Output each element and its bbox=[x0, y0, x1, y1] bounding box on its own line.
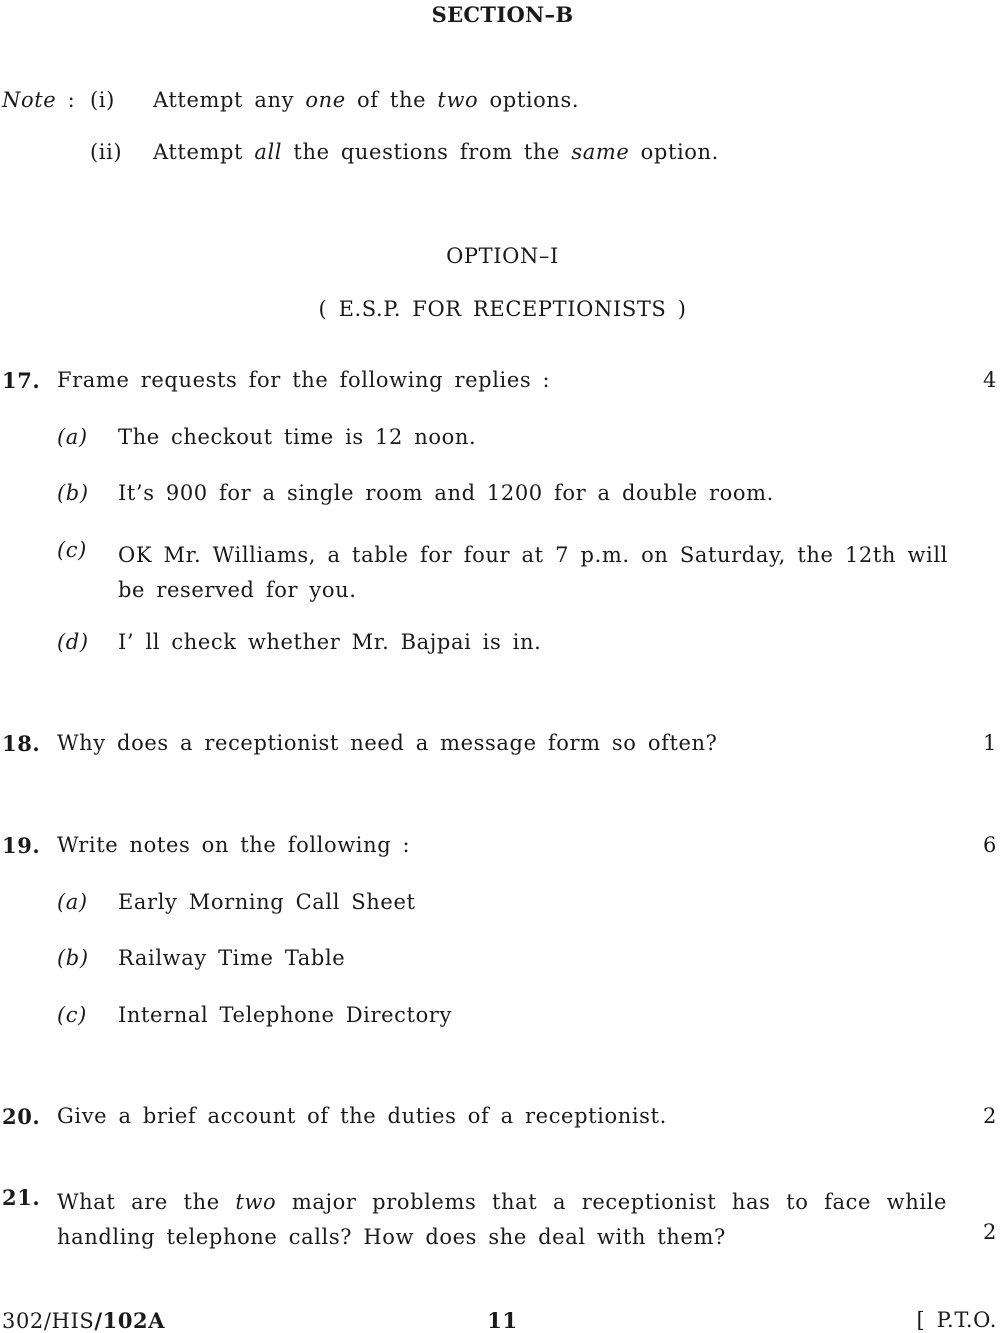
question-20-number: 20. bbox=[2, 1104, 41, 1129]
option-title: OPTION–I bbox=[446, 244, 559, 268]
question-19-number: 19. bbox=[2, 833, 41, 858]
question-18-number: 18. bbox=[2, 731, 41, 756]
question-17-text: Frame requests for the following replies : bbox=[57, 368, 551, 392]
question-17-sub-a-text: The checkout time is 12 noon. bbox=[118, 425, 477, 449]
note-label: Note : bbox=[2, 88, 76, 112]
question-19-sub-b-label: (b) bbox=[57, 946, 89, 970]
question-17-sub-a-label: (a) bbox=[57, 425, 88, 449]
question-19-sub-a-label: (a) bbox=[57, 890, 88, 914]
section-title: SECTION–B bbox=[431, 2, 574, 27]
pto-marker: [ P.T.O. bbox=[916, 1308, 997, 1332]
question-17-sub-b-text: It’s 900 for a single room and 1200 for a double room. bbox=[118, 481, 774, 505]
option-subtitle: ( E.S.P. FOR RECEPTIONISTS ) bbox=[318, 297, 687, 321]
question-17-sub-b-label: (b) bbox=[57, 481, 89, 505]
note-item-2-number: (ii) bbox=[90, 140, 123, 164]
page-number: 11 bbox=[487, 1308, 518, 1333]
question-18-text: Why does a receptionist need a message form so often? bbox=[57, 731, 718, 755]
question-20-text: Give a brief account of the duties of a receptionist. bbox=[57, 1104, 667, 1128]
question-19-text: Write notes on the following : bbox=[57, 833, 411, 857]
question-17-sub-c-label: (c) bbox=[57, 538, 87, 562]
question-19-sub-b-text: Railway Time Table bbox=[118, 946, 346, 970]
question-17-sub-c-text: OK Mr. Williams, a table for four at 7 p.m. on Saturday, the 12th will be reserved for you. bbox=[118, 543, 948, 602]
question-21-marks: 2 bbox=[983, 1220, 997, 1244]
question-21-number: 21. bbox=[2, 1185, 41, 1210]
question-19-sub-a-text: Early Morning Call Sheet bbox=[118, 890, 416, 914]
question-17-sub-d-label: (d) bbox=[57, 630, 89, 654]
note-item-1-number: (i) bbox=[90, 88, 115, 112]
question-17-number: 17. bbox=[2, 368, 41, 393]
paper-code: 302/HIS/102A bbox=[2, 1308, 166, 1333]
question-21-text: What are the two major problems that a receptionist has to face while handling telephone calls? How does she deal with them? bbox=[57, 1190, 947, 1249]
note-item-1-text: Attempt any one of the two options. bbox=[153, 88, 580, 112]
question-19-sub-c-label: (c) bbox=[57, 1003, 87, 1027]
question-17-marks: 4 bbox=[983, 368, 997, 392]
question-19-sub-c-text: Internal Telephone Directory bbox=[118, 1003, 452, 1027]
question-17-sub-d-text: I’ ll check whether Mr. Bajpai is in. bbox=[118, 630, 542, 654]
note-item-2-text: Attempt all the questions from the same option. bbox=[153, 140, 719, 164]
question-19-marks: 6 bbox=[983, 833, 997, 857]
question-20-marks: 2 bbox=[983, 1104, 997, 1128]
question-18-marks: 1 bbox=[983, 731, 997, 755]
